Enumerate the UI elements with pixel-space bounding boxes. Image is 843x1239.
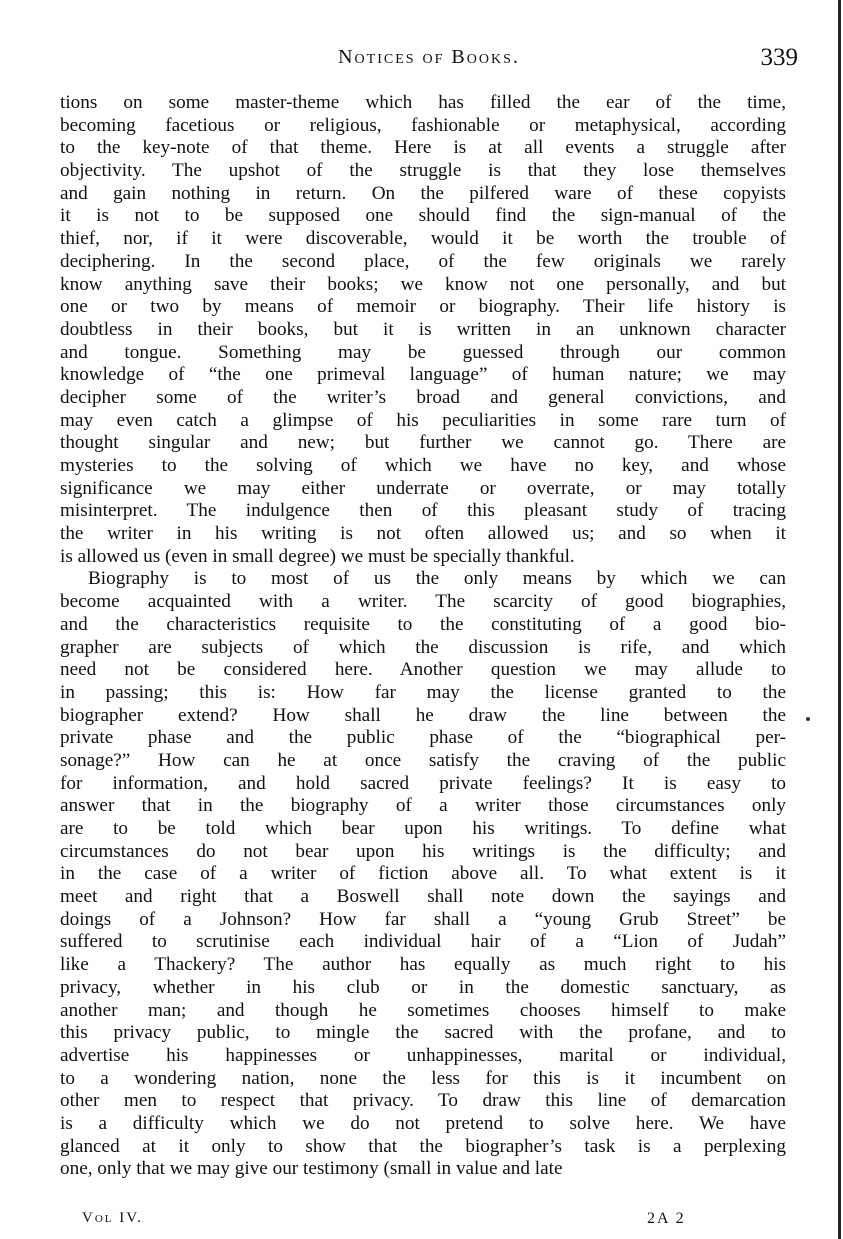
text-line: becoming facetious or religious, fashionable or metaphysical, according — [60, 114, 786, 136]
paragraph-start-line: Biography is to most of us the only means by which we can — [88, 568, 786, 590]
text-line: suffered to scrutinise each individual hair of a “Lion of Judah” — [60, 931, 786, 953]
text-line: in passing; this is: How far may the license granted to the — [60, 681, 786, 703]
text-line: and tongue. Something may be guessed through our common — [60, 341, 786, 363]
text-line: this privacy public, to mingle the sacred with the profane, and to — [60, 1022, 786, 1044]
text-line: know anything save their books; we know not one personally, and but — [60, 273, 786, 295]
body-text — [60, 92, 786, 1181]
text-line: one or two by means of memoir or biography. Their life history is — [60, 296, 786, 318]
text-line: and the characteristics requisite to the constituting of a good bio- — [60, 613, 786, 635]
text-line: one, only that we may give our testimony (small in value and late — [60, 1158, 563, 1180]
text-line: decipher some of the writer’s broad and general convictions, and — [60, 386, 786, 408]
text-line: private phase and the public phase of the “biographical per- — [60, 727, 786, 749]
text-line: meet and right that a Boswell shall note down the sayings and — [60, 886, 786, 908]
text-line: to a wondering nation, none the less for this is it incumbent on — [60, 1067, 786, 1089]
text-line: advertise his happinesses or unhappinesses, marital or individual, — [60, 1044, 786, 1066]
text-line: the writer in his writing is not often allowed us; and so when it — [60, 523, 786, 545]
ink-speck — [806, 717, 810, 721]
text-line: for information, and hold sacred private feelings? It is easy to — [60, 772, 786, 794]
text-line: doubtless in their books, but it is written in an unknown character — [60, 318, 786, 340]
signature-mark: 2A 2 — [647, 1210, 686, 1227]
text-line: answer that in the biography of a writer those circumstances only — [60, 795, 786, 817]
text-line: another man; and though he sometimes chooses himself to make — [60, 999, 786, 1021]
text-line: tions on some master-theme which has filled the ear of the time, — [60, 92, 786, 113]
text-line: is allowed us (even in small degree) we must be specially thankful. — [60, 545, 575, 567]
text-line: knowledge of “the one primeval language” of human nature; we may — [60, 364, 786, 386]
text-line: it is not to be supposed one should find the sign-manual of the — [60, 205, 786, 227]
text-line: objectivity. The upshot of the struggle is that they lose themselves — [60, 160, 786, 182]
page-edge-rule — [838, 0, 841, 1239]
text-line: may even catch a glimpse of his peculiarities in some rare turn of — [60, 409, 786, 431]
text-line: need not be considered here. Another question we may allude to — [60, 659, 786, 681]
text-line: in the case of a writer of fiction above all. To what extent is it — [60, 863, 786, 885]
text-line: misinterpret. The indulgence then of this pleasant study of tracing — [60, 500, 786, 522]
page-header — [60, 44, 798, 78]
text-line: and gain nothing in return. On the pilfered ware of these copyists — [60, 182, 786, 204]
text-line: thief, nor, if it were discoverable, would it be worth the trouble of — [60, 228, 786, 250]
page-number: 339 — [760, 44, 798, 71]
text-line: other men to respect that privacy. To draw this line of demarcation — [60, 1090, 786, 1112]
text-line: privacy, whether in his club or in the domestic sanctuary, as — [60, 976, 786, 998]
text-line: become acquainted with a writer. The scarcity of good biographies, — [60, 591, 786, 613]
text-line: mysteries to the solving of which we have no key, and whose — [60, 455, 786, 476]
text-line: grapher are subjects of which the discussion is rife, and which — [60, 636, 786, 658]
text-line: to the key-note of that theme. Here is at all events a struggle after — [60, 137, 786, 159]
text-line: sonage?” How can he at once satisfy the craving of the public — [60, 749, 786, 771]
text-line: glanced at it only to show that the biographer’s task is a perplexing — [60, 1135, 786, 1157]
text-line: thought singular and new; but further we cannot go. There are — [60, 432, 786, 454]
text-line: like a Thackery? The author has equally as much right to his — [60, 954, 786, 976]
text-line: circumstances do not bear upon his writings is the difficulty; and — [60, 840, 786, 862]
page-footer — [82, 1210, 722, 1234]
volume-label: Vol IV. — [82, 1210, 143, 1226]
running-title: Notices of Books. — [338, 46, 520, 68]
text-line: significance we may either underrate or overrate, or may totally — [60, 477, 786, 499]
text-line: are to be told which bear upon his writings. To define what — [60, 818, 786, 839]
text-line: deciphering. In the second place, of the few originals we rarely — [60, 250, 786, 272]
text-line: biographer extend? How shall he draw the line between the — [60, 704, 786, 726]
text-line: doings of a Johnson? How far shall a “young Grub Street” be — [60, 908, 786, 930]
text-line: is a difficulty which we do not pretend to solve here. We have — [60, 1112, 786, 1134]
